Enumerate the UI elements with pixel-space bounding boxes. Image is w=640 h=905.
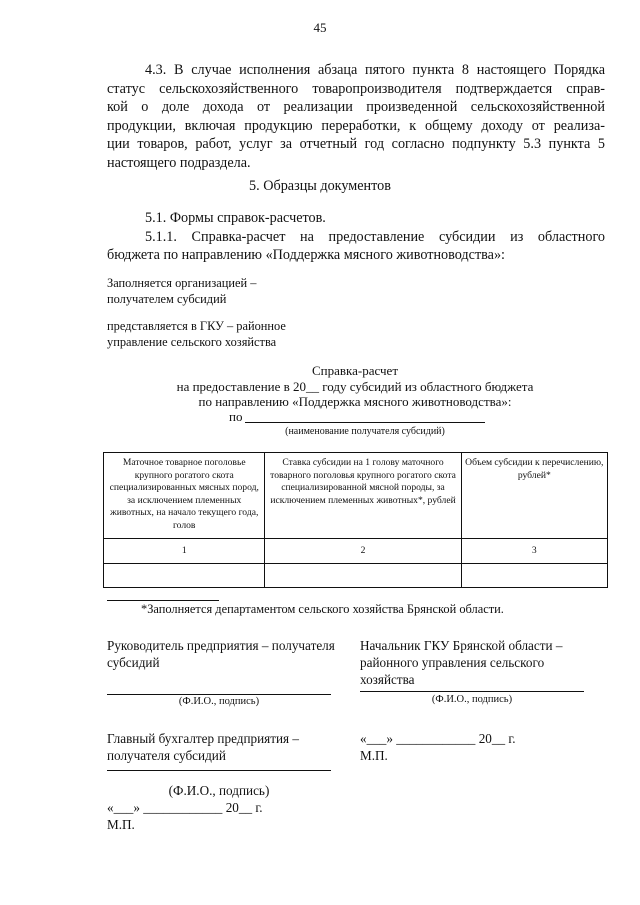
recipient-caption: (наименование получателя субсидий): [285, 426, 445, 437]
header-livestock: Маточное товарное поголовье крупного рогатого скота специализированных мясных пород, за исключением племенных животных, на начало текущего года, голов: [104, 453, 265, 539]
table-cell: 2: [265, 539, 461, 564]
page-number: 45: [313, 20, 327, 35]
right-date-line: «___» ____________ 20__ г.: [360, 731, 516, 746]
left-fio-caption: (Ф.И.О., подпись): [178, 696, 260, 707]
submitted-to-line: представляется в ГКУ – районное: [107, 319, 286, 333]
table-cell[interactable]: [104, 564, 265, 588]
subsection-5-1-1-line: бюджета по направлению «Поддержка мясного животноводства»:: [107, 247, 505, 263]
accountant-fio-caption: (Ф.И.О., подпись): [168, 783, 270, 798]
submitted-to-note: [107, 318, 286, 350]
submitted-to-line: управление сельского хозяйства: [107, 335, 277, 349]
right-signer: [360, 637, 562, 688]
subsidy-table: [103, 452, 608, 588]
form-subtitle-2: по направлению «Поддержка мясного животноводства»:: [198, 394, 512, 409]
chief-accountant-line: Главный бухгалтер предприятия –: [107, 731, 300, 746]
paragraph-line: статус сельскохозяйственного товаропроизводителя подтверждается справ-: [107, 80, 605, 97]
paragraph-line: 4.3. В случае исполнения абзаца пятого пункта 8 настоящего Порядка: [145, 62, 605, 78]
form-po: по: [229, 409, 243, 424]
filled-by-note: [107, 275, 256, 307]
left-signer: [107, 637, 335, 671]
right-fio-caption: (Ф.И.О., подпись): [431, 694, 513, 705]
section-heading: 5. Образцы документов: [249, 178, 391, 194]
table-cell: 1: [104, 539, 265, 564]
left-signer-line: Руководитель предприятия – получателя: [107, 638, 335, 653]
left-date-block: [107, 799, 263, 833]
footnote: *Заполняется департаментом сельского хозяйства Брянской области.: [141, 602, 504, 616]
paragraph-line: настоящего подраздела.: [107, 154, 251, 171]
paragraph-line: продукции, включая продукцию переработки, к общему доходу от реализа-: [107, 117, 605, 134]
accountant-signature-line: [107, 770, 331, 771]
left-signature-line: [107, 694, 331, 695]
paragraph-4-3: [107, 61, 605, 172]
left-signer-line: субсидий: [107, 655, 160, 670]
table-header-row: [104, 453, 608, 539]
right-signer-line: Начальник ГКУ Брянской области –: [360, 638, 563, 653]
filled-by-line: Заполняется организацией –: [107, 276, 257, 290]
table-cell: 3: [461, 539, 607, 564]
footnote-rule: [107, 600, 219, 601]
chief-accountant: [107, 730, 299, 764]
table-number-row: [104, 539, 608, 564]
right-signer-line: районного управления сельского: [360, 655, 545, 670]
header-rate: Ставка субсидии на 1 голову маточного товарного поголовья крупного рогатого скота специализированной мясной породы, за исключением племенных животных*, рублей: [265, 453, 461, 539]
recipient-line: [245, 422, 485, 423]
header-amount: Объем субсидии к перечислению, рублей*: [461, 453, 607, 539]
table-row: [104, 564, 608, 588]
subsection-5-1-1-line: 5.1.1. Справка-расчет на предоставление субсидии из областного: [145, 228, 605, 245]
subsection-5-1: 5.1. Формы справок-расчетов.: [145, 210, 326, 226]
left-date-line: «___» ____________ 20__ г.: [107, 800, 263, 815]
right-signature-line: [360, 691, 584, 692]
table-cell[interactable]: [461, 564, 607, 588]
paragraph-line: кой о доле дохода от реализации произведенной сельскохозяйственной: [107, 99, 605, 115]
table-cell[interactable]: [265, 564, 461, 588]
form-title: Справка-расчет: [311, 363, 399, 378]
filled-by-line: получателем субсидий: [107, 292, 227, 306]
form-subtitle-1: на предоставление в 20__ году субсидий из областного бюджета: [176, 379, 534, 394]
right-mp: М.П.: [360, 748, 388, 763]
right-date-block: [360, 730, 516, 764]
paragraph-line: ции товаров, работ, услуг за отчетный год согласно подпункту 5.3 пункта 5: [107, 136, 605, 152]
right-signer-line: хозяйства: [360, 672, 415, 687]
left-mp: М.П.: [107, 817, 135, 832]
chief-accountant-line: получателя субсидий: [107, 748, 226, 763]
